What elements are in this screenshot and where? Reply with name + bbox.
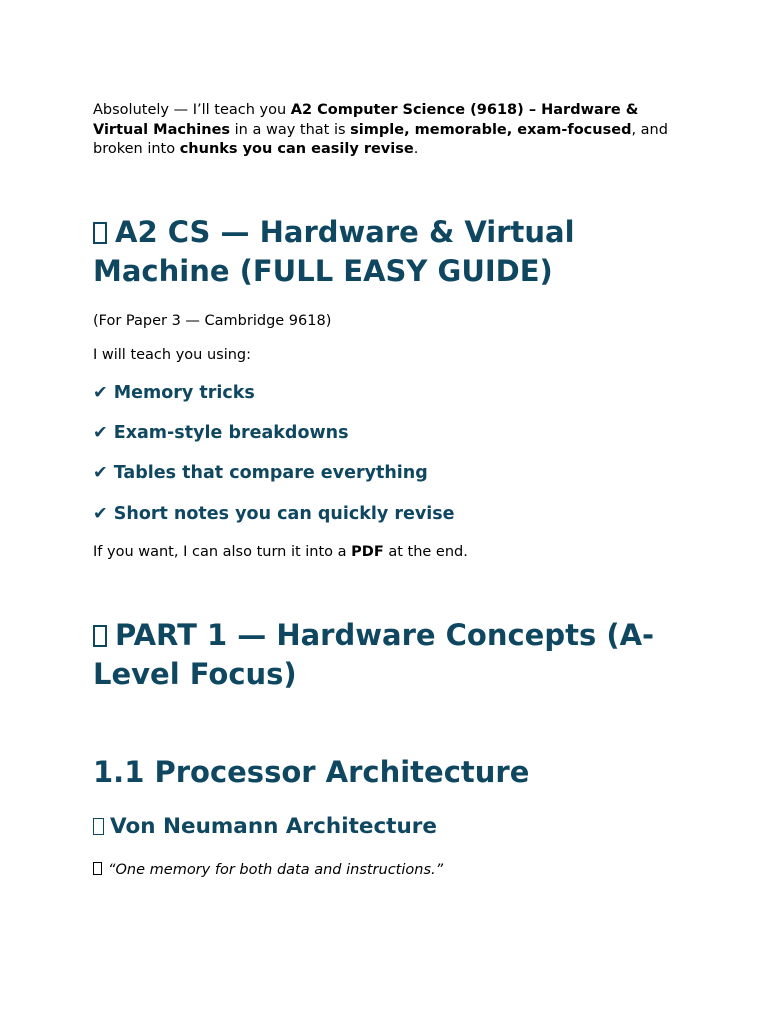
checklist-item-memory-tricks: ✔ Memory tricks (93, 383, 255, 403)
checklist-item-tables: ✔ Tables that compare everything (93, 463, 428, 483)
intro-text-1: Absolutely — I’ll teach you (93, 102, 291, 118)
pdf-offer-line (93, 543, 673, 563)
paper-note: (For Paper 3 — Cambridge 9618) (93, 313, 332, 329)
intro-bold-qualities: simple, memorable, exam-focused (350, 121, 632, 138)
missing-glyph-box-icon (93, 862, 102, 875)
intro-bold-course: A2 Computer Science (9618) – Hardware & Virtual Machines (93, 102, 639, 138)
missing-glyph-box-icon (93, 818, 104, 835)
intro-text-3: , and broken into (93, 121, 668, 157)
von-neumann-heading (93, 813, 673, 841)
missing-glyph-box-icon (93, 625, 107, 647)
von-neumann-quote (93, 861, 673, 881)
von-neumann-heading-text: Von Neumann Architecture (110, 814, 437, 839)
checklist-item-exam-breakdowns: ✔ Exam-style breakdowns (93, 423, 349, 443)
checklist-item-short-notes: ✔ Short notes you can quickly revise (93, 504, 455, 524)
intro-bold-chunks: chunks you can easily revise (179, 141, 414, 157)
teach-intro: I will teach you using: (93, 347, 252, 363)
intro-paragraph (93, 101, 673, 160)
pdf-line-bold: PDF (351, 544, 384, 560)
von-neumann-quote-text: “One memory for both data and instructions.” (108, 862, 444, 878)
part1-title-text: PART 1 — Hardware Concepts (A-Level Focus) (93, 618, 655, 691)
guide-title (93, 213, 673, 291)
part1-title (93, 616, 673, 694)
guide-title-text: A2 CS — Hardware & Virtual Machine (FULL EASY GUIDE) (93, 215, 575, 288)
section-1-1-heading: 1.1 Processor Architecture (93, 755, 530, 789)
intro-text-4: . (413, 141, 419, 157)
missing-glyph-box-icon (93, 222, 107, 244)
pdf-line-text-1: If you want, I can also turn it into a (93, 544, 352, 560)
pdf-line-text-2: at the end. (383, 544, 468, 560)
intro-text-2: in a way that is (230, 121, 351, 138)
